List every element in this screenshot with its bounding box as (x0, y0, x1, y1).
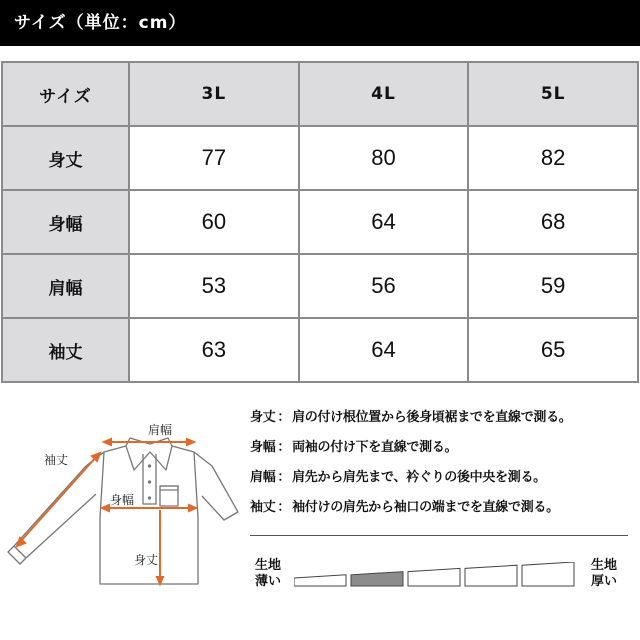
thin-label-line2: 薄い (254, 574, 281, 589)
measurement-notes (250, 408, 640, 528)
length-label: 身丈 (134, 553, 159, 567)
note-term: 肩幅 (250, 470, 276, 485)
page-header (0, 0, 640, 46)
table-cell: 77 (129, 126, 299, 190)
thick-label-line2: 厚い (590, 574, 617, 589)
note-text: 肩の付け根位置から後身頃裾までを直線で測る。 (292, 410, 572, 425)
note-term: 袖丈 (250, 500, 276, 515)
row-header: 身丈 (2, 126, 129, 190)
table-row (2, 126, 638, 190)
table-cell: 64 (299, 190, 469, 254)
table-cell: 65 (468, 318, 638, 382)
thick-label-line1: 生地 (590, 558, 617, 573)
thickness-segment (465, 565, 517, 586)
row-header: 身幅 (2, 190, 129, 254)
table-cell: 56 (299, 254, 469, 318)
thickness-segment (408, 568, 460, 586)
thin-label-line1: 生地 (254, 558, 281, 573)
table-cell: 64 (299, 318, 469, 382)
note-item (250, 498, 640, 528)
table-cell: 53 (129, 254, 299, 318)
thin-label (250, 558, 286, 590)
note-item (250, 468, 640, 498)
size-table (1, 61, 639, 383)
shirt-outline (8, 438, 238, 584)
thickness-segment (522, 562, 574, 586)
row-header: 袖丈 (2, 318, 129, 382)
width-label: 身幅 (110, 493, 135, 507)
note-text: 両袖の付け下を直線で測る。 (292, 440, 458, 455)
note-term: 身幅 (250, 440, 276, 455)
note-text: 肩先から肩先まで、衿ぐりの後中央を測る。 (292, 470, 546, 485)
note-term: 身丈 (250, 410, 276, 425)
shirt-diagram (0, 408, 250, 640)
table-corner: サイズ (2, 62, 129, 126)
note-separator: ： (277, 410, 291, 425)
thickness-segment-selected (351, 572, 403, 586)
note-item (250, 408, 640, 438)
header-title: サイズ（単位：cm） (14, 13, 187, 33)
note-item (250, 438, 640, 468)
column-header: 5L (468, 62, 638, 126)
thickness-segment (294, 575, 346, 586)
note-separator: ： (277, 500, 291, 515)
section-divider (250, 535, 628, 536)
thickness-bars (294, 562, 584, 590)
table-cell: 80 (299, 126, 469, 190)
note-separator: ： (277, 440, 291, 455)
table-row (2, 254, 638, 318)
table-row (2, 318, 638, 382)
note-text: 袖付けの肩先から袖口の端までを直線で測る。 (292, 500, 559, 515)
fabric-thickness-scale (250, 558, 640, 598)
table-cell: 82 (468, 126, 638, 190)
table-header-row (2, 62, 638, 126)
note-separator: ： (277, 470, 291, 485)
thick-label (584, 558, 624, 590)
table-cell: 68 (468, 190, 638, 254)
row-header: 肩幅 (2, 254, 129, 318)
sleeve-label: 袖丈 (44, 453, 69, 467)
shoulder-label: 肩幅 (148, 423, 173, 437)
table-cell: 60 (129, 190, 299, 254)
table-row (2, 190, 638, 254)
column-header: 4L (299, 62, 469, 126)
column-header: 3L (129, 62, 299, 126)
shirt-buttons (148, 464, 151, 499)
table-cell: 59 (468, 254, 638, 318)
table-cell: 63 (129, 318, 299, 382)
